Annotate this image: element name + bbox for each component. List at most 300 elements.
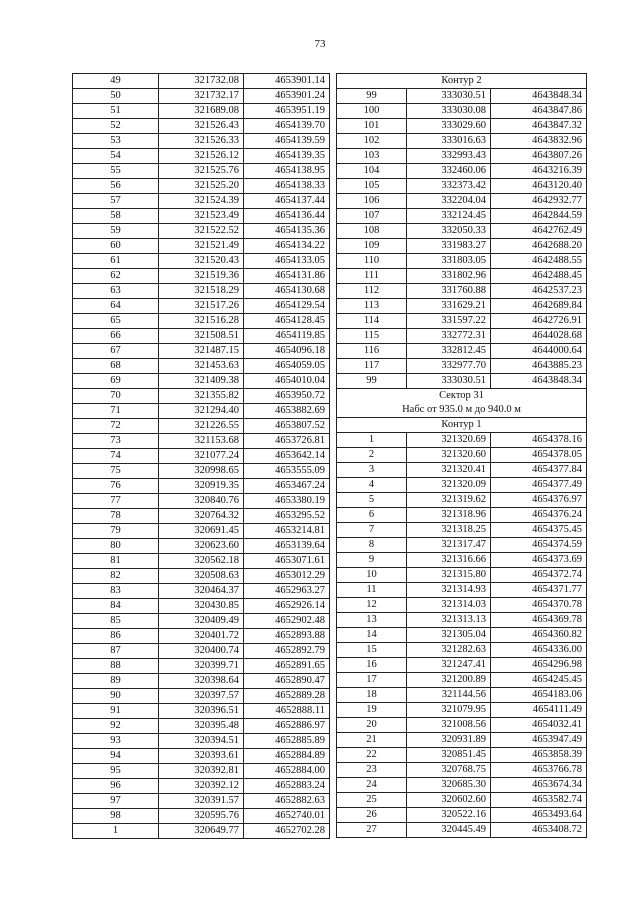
x-coordinate: 320396.51 — [159, 704, 244, 719]
table-row — [73, 464, 330, 479]
x-coordinate: 321526.43 — [159, 119, 244, 134]
y-coordinate: 4644000.64 — [491, 344, 587, 359]
y-coordinate: 4653766.78 — [491, 763, 587, 778]
x-coordinate: 320691.45 — [159, 524, 244, 539]
y-coordinate: 4654032.41 — [491, 718, 587, 733]
x-coordinate: 321315.80 — [407, 568, 491, 583]
x-coordinate: 321516.28 — [159, 314, 244, 329]
y-coordinate: 4654138.33 — [244, 179, 330, 194]
table-row — [73, 299, 330, 314]
x-coordinate: 321247.41 — [407, 658, 491, 673]
y-coordinate: 4652889.28 — [244, 689, 330, 704]
table-row — [337, 493, 587, 508]
y-coordinate: 4653882.69 — [244, 404, 330, 419]
point-number: 50 — [73, 89, 159, 104]
point-number: 52 — [73, 119, 159, 134]
x-coordinate: 321320.60 — [407, 448, 491, 463]
table-row — [337, 119, 587, 134]
x-coordinate: 320397.57 — [159, 689, 244, 704]
y-coordinate: 4652884.89 — [244, 749, 330, 764]
table-row — [73, 809, 330, 824]
table-row — [73, 659, 330, 674]
x-coordinate: 320919.35 — [159, 479, 244, 494]
table-row — [73, 104, 330, 119]
x-coordinate: 332204.04 — [407, 194, 491, 209]
table-row — [337, 613, 587, 628]
table-row — [73, 329, 330, 344]
point-number: 78 — [73, 509, 159, 524]
y-coordinate: 4652702.28 — [244, 824, 330, 839]
point-number: 18 — [337, 688, 407, 703]
table-row — [337, 508, 587, 523]
point-number: 99 — [337, 374, 407, 389]
table-row — [337, 209, 587, 224]
x-coordinate: 320562.18 — [159, 554, 244, 569]
point-number: 109 — [337, 239, 407, 254]
y-coordinate: 4654139.70 — [244, 119, 330, 134]
y-coordinate: 4654096.18 — [244, 344, 330, 359]
point-number: 107 — [337, 209, 407, 224]
x-coordinate: 331597.22 — [407, 314, 491, 329]
x-coordinate: 320401.72 — [159, 629, 244, 644]
y-coordinate: 4653947.49 — [491, 733, 587, 748]
y-coordinate: 4654375.45 — [491, 523, 587, 538]
table-row — [73, 374, 330, 389]
y-coordinate: 4654133.05 — [244, 254, 330, 269]
table-row — [337, 329, 587, 344]
y-coordinate: 4654130.68 — [244, 284, 330, 299]
y-coordinate: 4652882.63 — [244, 794, 330, 809]
table-row — [337, 463, 587, 478]
point-number: 57 — [73, 194, 159, 209]
point-number: 12 — [337, 598, 407, 613]
y-coordinate: 4653951.19 — [244, 104, 330, 119]
x-coordinate: 332977.70 — [407, 359, 491, 374]
y-coordinate: 4654376.24 — [491, 508, 587, 523]
point-number: 60 — [73, 239, 159, 254]
table-row — [337, 778, 587, 793]
y-coordinate: 4654336.00 — [491, 643, 587, 658]
point-number: 24 — [337, 778, 407, 793]
x-coordinate: 320398.64 — [159, 674, 244, 689]
x-coordinate: 333030.51 — [407, 374, 491, 389]
x-coordinate: 321689.08 — [159, 104, 244, 119]
table-row — [73, 149, 330, 164]
table-row — [337, 89, 587, 104]
table-row — [337, 628, 587, 643]
point-number: 17 — [337, 673, 407, 688]
point-number: 111 — [337, 269, 407, 284]
y-coordinate: 4653858.39 — [491, 748, 587, 763]
point-number: 70 — [73, 389, 159, 404]
page-number: 73 — [314, 38, 326, 50]
x-coordinate: 332812.45 — [407, 344, 491, 359]
table-row — [73, 239, 330, 254]
y-coordinate: 4652892.79 — [244, 644, 330, 659]
x-coordinate: 321522.52 — [159, 224, 244, 239]
y-coordinate: 4654059.05 — [244, 359, 330, 374]
y-coordinate: 4654138.95 — [244, 164, 330, 179]
table-row — [337, 673, 587, 688]
y-coordinate: 4653950.72 — [244, 389, 330, 404]
y-coordinate: 4654245.45 — [491, 673, 587, 688]
x-coordinate: 321077.24 — [159, 449, 244, 464]
x-coordinate: 321317.47 — [407, 538, 491, 553]
point-number: 63 — [73, 284, 159, 299]
y-coordinate: 4654111.49 — [491, 703, 587, 718]
y-coordinate: 4654374.59 — [491, 538, 587, 553]
table-row — [337, 643, 587, 658]
y-coordinate: 4654129.54 — [244, 299, 330, 314]
point-number: 104 — [337, 164, 407, 179]
point-number: 20 — [337, 718, 407, 733]
x-coordinate: 321316.66 — [407, 553, 491, 568]
y-coordinate: 4653807.52 — [244, 419, 330, 434]
point-number: 26 — [337, 808, 407, 823]
y-coordinate: 4654376.97 — [491, 493, 587, 508]
point-number: 55 — [73, 164, 159, 179]
x-coordinate: 321525.76 — [159, 164, 244, 179]
table-row — [337, 718, 587, 733]
table-row — [73, 719, 330, 734]
x-coordinate: 331803.05 — [407, 254, 491, 269]
y-coordinate: 4653012.29 — [244, 569, 330, 584]
table-row — [337, 134, 587, 149]
y-coordinate: 4653071.61 — [244, 554, 330, 569]
point-number: 67 — [73, 344, 159, 359]
table-row — [73, 89, 330, 104]
table-row — [337, 254, 587, 269]
x-coordinate: 321523.49 — [159, 209, 244, 224]
table-row — [73, 314, 330, 329]
table-row — [73, 674, 330, 689]
table-row — [73, 74, 330, 89]
x-coordinate: 333030.51 — [407, 89, 491, 104]
point-number: 25 — [337, 793, 407, 808]
point-number: 98 — [73, 809, 159, 824]
point-number: 5 — [337, 493, 407, 508]
point-number: 79 — [73, 524, 159, 539]
table-row — [337, 314, 587, 329]
x-coordinate: 332460.06 — [407, 164, 491, 179]
point-number: 100 — [337, 104, 407, 119]
y-coordinate: 4653139.64 — [244, 539, 330, 554]
table-row — [73, 164, 330, 179]
point-number: 13 — [337, 613, 407, 628]
table-row — [73, 254, 330, 269]
y-coordinate: 4642488.55 — [491, 254, 587, 269]
y-coordinate: 4653582.74 — [491, 793, 587, 808]
x-coordinate: 320445.49 — [407, 823, 491, 838]
point-number: 103 — [337, 149, 407, 164]
x-coordinate: 321732.17 — [159, 89, 244, 104]
table-row — [337, 104, 587, 119]
y-coordinate: 4652885.89 — [244, 734, 330, 749]
contour-header-row — [337, 74, 587, 89]
table-row — [337, 523, 587, 538]
point-number: 114 — [337, 314, 407, 329]
x-coordinate: 320768.75 — [407, 763, 491, 778]
y-coordinate: 4642844.59 — [491, 209, 587, 224]
point-number: 74 — [73, 449, 159, 464]
y-coordinate: 4653726.81 — [244, 434, 330, 449]
y-coordinate: 4654135.36 — [244, 224, 330, 239]
y-coordinate: 4642537.23 — [491, 284, 587, 299]
x-coordinate: 320508.63 — [159, 569, 244, 584]
y-coordinate: 4654370.78 — [491, 598, 587, 613]
table-row — [73, 284, 330, 299]
x-coordinate: 320409.49 — [159, 614, 244, 629]
x-coordinate: 333016.63 — [407, 134, 491, 149]
y-coordinate: 4643847.86 — [491, 104, 587, 119]
table-row — [337, 448, 587, 463]
table-row — [337, 823, 587, 838]
table-row — [337, 748, 587, 763]
table-row — [337, 763, 587, 778]
point-number: 106 — [337, 194, 407, 209]
y-coordinate: 4643832.96 — [491, 134, 587, 149]
x-coordinate: 321314.03 — [407, 598, 491, 613]
point-number: 73 — [73, 434, 159, 449]
x-coordinate: 332050.33 — [407, 224, 491, 239]
point-number: 56 — [73, 179, 159, 194]
point-number: 65 — [73, 314, 159, 329]
y-coordinate: 4654128.45 — [244, 314, 330, 329]
x-coordinate: 331983.27 — [407, 239, 491, 254]
y-coordinate: 4654139.59 — [244, 134, 330, 149]
table-row — [73, 494, 330, 509]
y-coordinate: 4643807.26 — [491, 149, 587, 164]
y-coordinate: 4643120.40 — [491, 179, 587, 194]
x-coordinate: 321517.26 — [159, 299, 244, 314]
point-number: 66 — [73, 329, 159, 344]
table-row — [337, 224, 587, 239]
point-number: 61 — [73, 254, 159, 269]
table-row — [73, 629, 330, 644]
y-coordinate: 4654131.86 — [244, 269, 330, 284]
y-coordinate: 4654373.69 — [491, 553, 587, 568]
table-row — [73, 449, 330, 464]
point-number: 105 — [337, 179, 407, 194]
table-row — [73, 734, 330, 749]
point-number: 97 — [73, 794, 159, 809]
sector-title: Сектор 31 — [337, 389, 587, 404]
point-number: 80 — [73, 539, 159, 554]
point-number: 81 — [73, 554, 159, 569]
point-number: 115 — [337, 329, 407, 344]
table-row — [73, 269, 330, 284]
point-number: 117 — [337, 359, 407, 374]
x-coordinate: 332772.31 — [407, 329, 491, 344]
y-coordinate: 4643216.39 — [491, 164, 587, 179]
y-coordinate: 4654378.05 — [491, 448, 587, 463]
point-number: 87 — [73, 644, 159, 659]
y-coordinate: 4642689.84 — [491, 299, 587, 314]
table-row — [73, 479, 330, 494]
x-coordinate: 332373.42 — [407, 179, 491, 194]
x-coordinate: 320430.85 — [159, 599, 244, 614]
point-number: 1 — [337, 433, 407, 448]
y-coordinate: 4653901.24 — [244, 89, 330, 104]
table-row — [73, 194, 330, 209]
point-number: 88 — [73, 659, 159, 674]
point-number: 83 — [73, 584, 159, 599]
y-coordinate: 4643848.34 — [491, 374, 587, 389]
point-number: 77 — [73, 494, 159, 509]
y-coordinate: 4653493.64 — [491, 808, 587, 823]
x-coordinate: 320392.81 — [159, 764, 244, 779]
x-coordinate: 331802.96 — [407, 269, 491, 284]
point-number: 22 — [337, 748, 407, 763]
x-coordinate: 321314.93 — [407, 583, 491, 598]
point-number: 2 — [337, 448, 407, 463]
sector-header-row — [337, 389, 587, 404]
y-coordinate: 4654296.98 — [491, 658, 587, 673]
y-coordinate: 4654360.82 — [491, 628, 587, 643]
y-coordinate: 4653555.09 — [244, 464, 330, 479]
point-number: 75 — [73, 464, 159, 479]
x-coordinate: 321144.56 — [407, 688, 491, 703]
x-coordinate: 320685.30 — [407, 778, 491, 793]
x-coordinate: 320595.76 — [159, 809, 244, 824]
y-coordinate: 4654010.04 — [244, 374, 330, 389]
y-coordinate: 4653642.14 — [244, 449, 330, 464]
point-number: 84 — [73, 599, 159, 614]
y-coordinate: 4654137.44 — [244, 194, 330, 209]
x-coordinate: 331629.21 — [407, 299, 491, 314]
point-number: 53 — [73, 134, 159, 149]
table-row — [337, 374, 587, 389]
table-row — [73, 434, 330, 449]
y-coordinate: 4642726.91 — [491, 314, 587, 329]
point-number: 102 — [337, 134, 407, 149]
table-row — [337, 239, 587, 254]
x-coordinate: 321318.96 — [407, 508, 491, 523]
table-row — [73, 614, 330, 629]
point-number: 86 — [73, 629, 159, 644]
point-number: 19 — [337, 703, 407, 718]
x-coordinate: 321319.62 — [407, 493, 491, 508]
point-number: 6 — [337, 508, 407, 523]
sector-range-row — [337, 403, 587, 418]
y-coordinate: 4642688.20 — [491, 239, 587, 254]
x-coordinate: 321079.95 — [407, 703, 491, 718]
point-number: 108 — [337, 224, 407, 239]
x-coordinate: 321313.13 — [407, 613, 491, 628]
x-coordinate: 320649.77 — [159, 824, 244, 839]
point-number: 101 — [337, 119, 407, 134]
x-coordinate: 321521.49 — [159, 239, 244, 254]
y-coordinate: 4652963.27 — [244, 584, 330, 599]
point-number: 14 — [337, 628, 407, 643]
x-coordinate: 321305.04 — [407, 628, 491, 643]
y-coordinate: 4652891.65 — [244, 659, 330, 674]
x-coordinate: 333029.60 — [407, 119, 491, 134]
y-coordinate: 4652883.24 — [244, 779, 330, 794]
table-row — [73, 404, 330, 419]
y-coordinate: 4643847.32 — [491, 119, 587, 134]
table-row — [337, 733, 587, 748]
x-coordinate: 321226.55 — [159, 419, 244, 434]
y-coordinate: 4654377.84 — [491, 463, 587, 478]
x-coordinate: 320522.16 — [407, 808, 491, 823]
x-coordinate: 321525.20 — [159, 179, 244, 194]
table-row — [337, 703, 587, 718]
table-row — [337, 688, 587, 703]
point-number: 62 — [73, 269, 159, 284]
table-row — [337, 359, 587, 374]
x-coordinate: 320931.89 — [407, 733, 491, 748]
table-row — [337, 164, 587, 179]
table-row — [337, 284, 587, 299]
table-row — [337, 793, 587, 808]
y-coordinate: 4642932.77 — [491, 194, 587, 209]
point-number: 72 — [73, 419, 159, 434]
point-number: 116 — [337, 344, 407, 359]
x-coordinate: 321320.09 — [407, 478, 491, 493]
point-number: 85 — [73, 614, 159, 629]
point-number: 23 — [337, 763, 407, 778]
table-row — [73, 599, 330, 614]
table-row — [73, 794, 330, 809]
y-coordinate: 4654183.06 — [491, 688, 587, 703]
point-number: 96 — [73, 779, 159, 794]
x-coordinate: 321519.36 — [159, 269, 244, 284]
table-row — [73, 824, 330, 839]
y-coordinate: 4642488.45 — [491, 269, 587, 284]
table-row — [73, 539, 330, 554]
point-number: 1 — [73, 824, 159, 839]
point-number: 58 — [73, 209, 159, 224]
y-coordinate: 4642762.49 — [491, 224, 587, 239]
x-coordinate: 320764.32 — [159, 509, 244, 524]
point-number: 94 — [73, 749, 159, 764]
point-number: 49 — [73, 74, 159, 89]
y-coordinate: 4654134.22 — [244, 239, 330, 254]
x-coordinate: 320851.45 — [407, 748, 491, 763]
x-coordinate: 320464.37 — [159, 584, 244, 599]
x-coordinate: 321508.51 — [159, 329, 244, 344]
x-coordinate: 321518.29 — [159, 284, 244, 299]
left-coordinates-table — [72, 73, 330, 839]
point-number: 59 — [73, 224, 159, 239]
y-coordinate: 4654378.16 — [491, 433, 587, 448]
y-coordinate: 4653674.34 — [491, 778, 587, 793]
x-coordinate: 320840.76 — [159, 494, 244, 509]
x-coordinate: 320395.48 — [159, 719, 244, 734]
table-row — [73, 224, 330, 239]
table-row — [337, 478, 587, 493]
x-coordinate: 321453.63 — [159, 359, 244, 374]
sector-elevation-range: Набс от 935.0 м до 940.0 м — [337, 403, 587, 418]
x-coordinate: 320602.60 — [407, 793, 491, 808]
y-coordinate: 4652886.97 — [244, 719, 330, 734]
point-number: 68 — [73, 359, 159, 374]
table-row — [73, 119, 330, 134]
x-coordinate: 320399.71 — [159, 659, 244, 674]
table-row — [73, 764, 330, 779]
x-coordinate: 321320.69 — [407, 433, 491, 448]
point-number: 93 — [73, 734, 159, 749]
point-number: 99 — [337, 89, 407, 104]
point-number: 90 — [73, 689, 159, 704]
x-coordinate: 320400.74 — [159, 644, 244, 659]
x-coordinate: 321526.33 — [159, 134, 244, 149]
table-row — [337, 538, 587, 553]
y-coordinate: 4654119.85 — [244, 329, 330, 344]
contour-header: Контур 1 — [337, 418, 587, 433]
x-coordinate: 321008.56 — [407, 718, 491, 733]
